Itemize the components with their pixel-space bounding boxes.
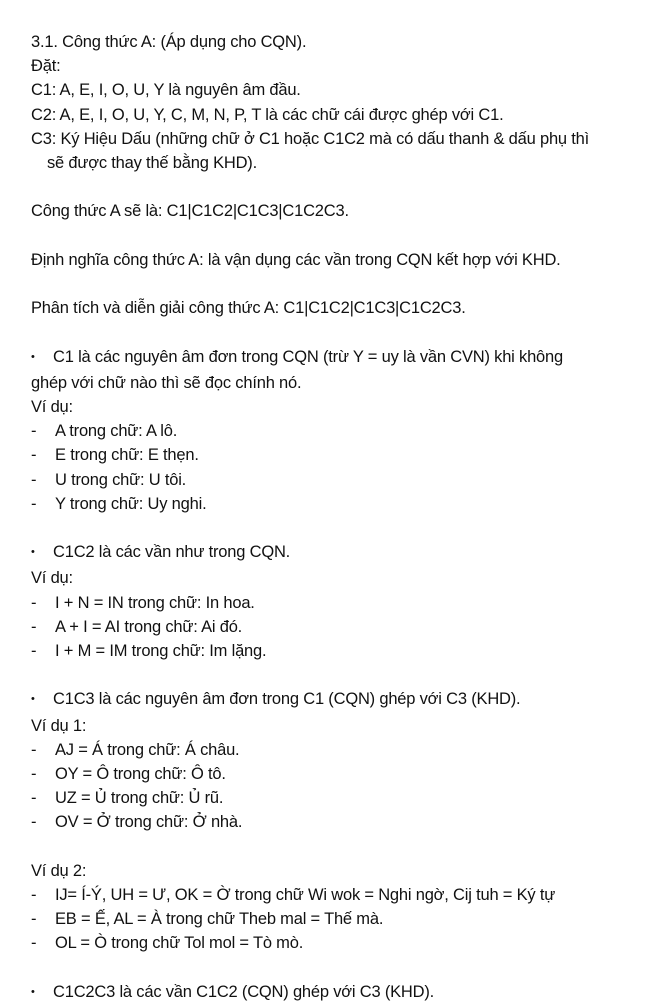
spacer bbox=[31, 320, 631, 344]
example-label: Ví dụ: bbox=[31, 569, 73, 588]
dash-icon: - bbox=[31, 494, 37, 513]
spacer bbox=[31, 956, 631, 980]
define-label: Đặt: bbox=[31, 57, 61, 76]
list-item bbox=[31, 492, 631, 516]
dash-icon: - bbox=[31, 470, 37, 489]
document-body bbox=[31, 30, 631, 1006]
bullet-text-continued: ghép với chữ nào thì sẽ đọc chính nó. bbox=[31, 373, 302, 392]
bullet-icon: • bbox=[31, 985, 35, 998]
list-item-text: OL = Ò trong chữ Tol mol = Tò mò. bbox=[55, 934, 304, 953]
bullet-text: C1C2 là các vần như trong CQN. bbox=[53, 543, 291, 562]
section-heading: 3.1. Công thức A: (Áp dụng cho CQN). bbox=[31, 33, 307, 51]
bullet-text: C1 là các nguyên âm đơn trong CQN (trừ Y = uy là vần CVN) khi không bbox=[53, 347, 563, 366]
formula-analysis: Phân tích và diễn giải công thức A: C1|C1C2|C1C3|C1C2C3. bbox=[31, 299, 466, 318]
c1-definition: C1: A, E, I, O, U, Y là nguyên âm đầu. bbox=[31, 81, 301, 100]
spacer bbox=[31, 516, 631, 540]
list-item-text: Y trong chữ: Uy nghi. bbox=[55, 494, 207, 513]
dash-icon: - bbox=[31, 593, 37, 612]
dash-icon: - bbox=[31, 934, 37, 953]
list-item-text: E trong chữ: E thẹn. bbox=[55, 446, 199, 465]
list-item-text: UZ = Ủ trong chữ: Ủ rũ. bbox=[55, 789, 224, 808]
example-label: Ví dụ 2: bbox=[31, 861, 87, 880]
bullet-item-c1c2c3 bbox=[31, 980, 631, 1006]
list-item-text: I + N = IN trong chữ: In hoa. bbox=[55, 593, 255, 612]
list-item bbox=[31, 931, 631, 955]
list-item-text: OV = Ở trong chữ: Ở nhà. bbox=[55, 813, 243, 832]
spacer bbox=[31, 224, 631, 248]
list-item bbox=[31, 419, 631, 443]
list-item bbox=[31, 907, 631, 931]
bullet-text: C1C3 là các nguyên âm đơn trong C1 (CQN) ghép với C3 (KHD). bbox=[53, 690, 521, 709]
bullet-icon: • bbox=[31, 350, 35, 363]
list-item-text: U trong chữ: U tôi. bbox=[55, 470, 187, 489]
c2-definition: C2: A, E, I, O, U, Y, C, M, N, P, T là các chữ cái được ghép với C1. bbox=[31, 105, 504, 124]
bullet-item-c1c2 bbox=[31, 540, 631, 566]
list-item bbox=[31, 639, 631, 663]
dash-icon: - bbox=[31, 617, 37, 636]
list-item bbox=[31, 810, 631, 834]
list-item bbox=[31, 468, 631, 492]
list-item bbox=[31, 591, 631, 615]
bullet-icon: • bbox=[31, 546, 35, 559]
list-item-text: IJ= Í-Ý, UH = Ư, OK = Ờ trong chữ Wi wok = Nghi ngờ, Cij tuh = Ký tự bbox=[55, 886, 556, 904]
spacer bbox=[31, 835, 631, 859]
c3-definition: C3: Ký Hiệu Dấu (những chữ ở C1 hoặc C1C2 mà có dấu thanh & dấu phụ thì bbox=[31, 129, 590, 148]
formula-definition: Định nghĩa công thức A: là vận dụng các vần trong CQN kết hợp với KHD. bbox=[31, 250, 561, 269]
c3-definition-continued: sẽ được thay thế bằng KHD). bbox=[47, 154, 257, 173]
list-item-text: A + I = AI trong chữ: Ai đó. bbox=[55, 617, 243, 636]
example-label: Ví dụ 1: bbox=[31, 716, 87, 735]
list-item-text: EB = Ế, AL = À trong chữ Theb mal = Thế mà. bbox=[55, 910, 384, 929]
dash-icon: - bbox=[31, 642, 37, 660]
list-item bbox=[31, 786, 631, 810]
spacer bbox=[31, 175, 631, 199]
dash-icon: - bbox=[31, 765, 37, 783]
list-item-text: I + M = IM trong chữ: Im lặng. bbox=[55, 642, 267, 660]
dash-icon: - bbox=[31, 789, 37, 808]
list-item bbox=[31, 443, 631, 467]
list-item-text: OY = Ô trong chữ: Ô tô. bbox=[55, 765, 226, 783]
dash-icon: - bbox=[31, 740, 37, 759]
spacer bbox=[31, 663, 631, 687]
spacer bbox=[31, 272, 631, 296]
list-item bbox=[31, 615, 631, 639]
dash-icon: - bbox=[31, 910, 37, 929]
dash-icon: - bbox=[31, 886, 37, 904]
dash-icon: - bbox=[31, 813, 37, 832]
dash-icon: - bbox=[31, 422, 37, 441]
list-item bbox=[31, 738, 631, 762]
list-item bbox=[31, 762, 631, 786]
bullet-icon: • bbox=[31, 693, 35, 706]
bullet-text: C1C2C3 là các vần C1C2 (CQN) ghép với C3 (KHD). bbox=[53, 982, 435, 1001]
bullet-item-c1 bbox=[31, 345, 631, 371]
formula-statement: Công thức A sẽ là: C1|C1C2|C1C3|C1C2C3. bbox=[31, 202, 349, 221]
list-item bbox=[31, 883, 631, 907]
dash-icon: - bbox=[31, 446, 37, 465]
bullet-item-c1c3 bbox=[31, 687, 631, 713]
list-item-text: A trong chữ: A lô. bbox=[55, 422, 178, 441]
list-item-text: AJ = Á trong chữ: Á châu. bbox=[55, 740, 240, 759]
example-label: Ví dụ: bbox=[31, 397, 73, 416]
